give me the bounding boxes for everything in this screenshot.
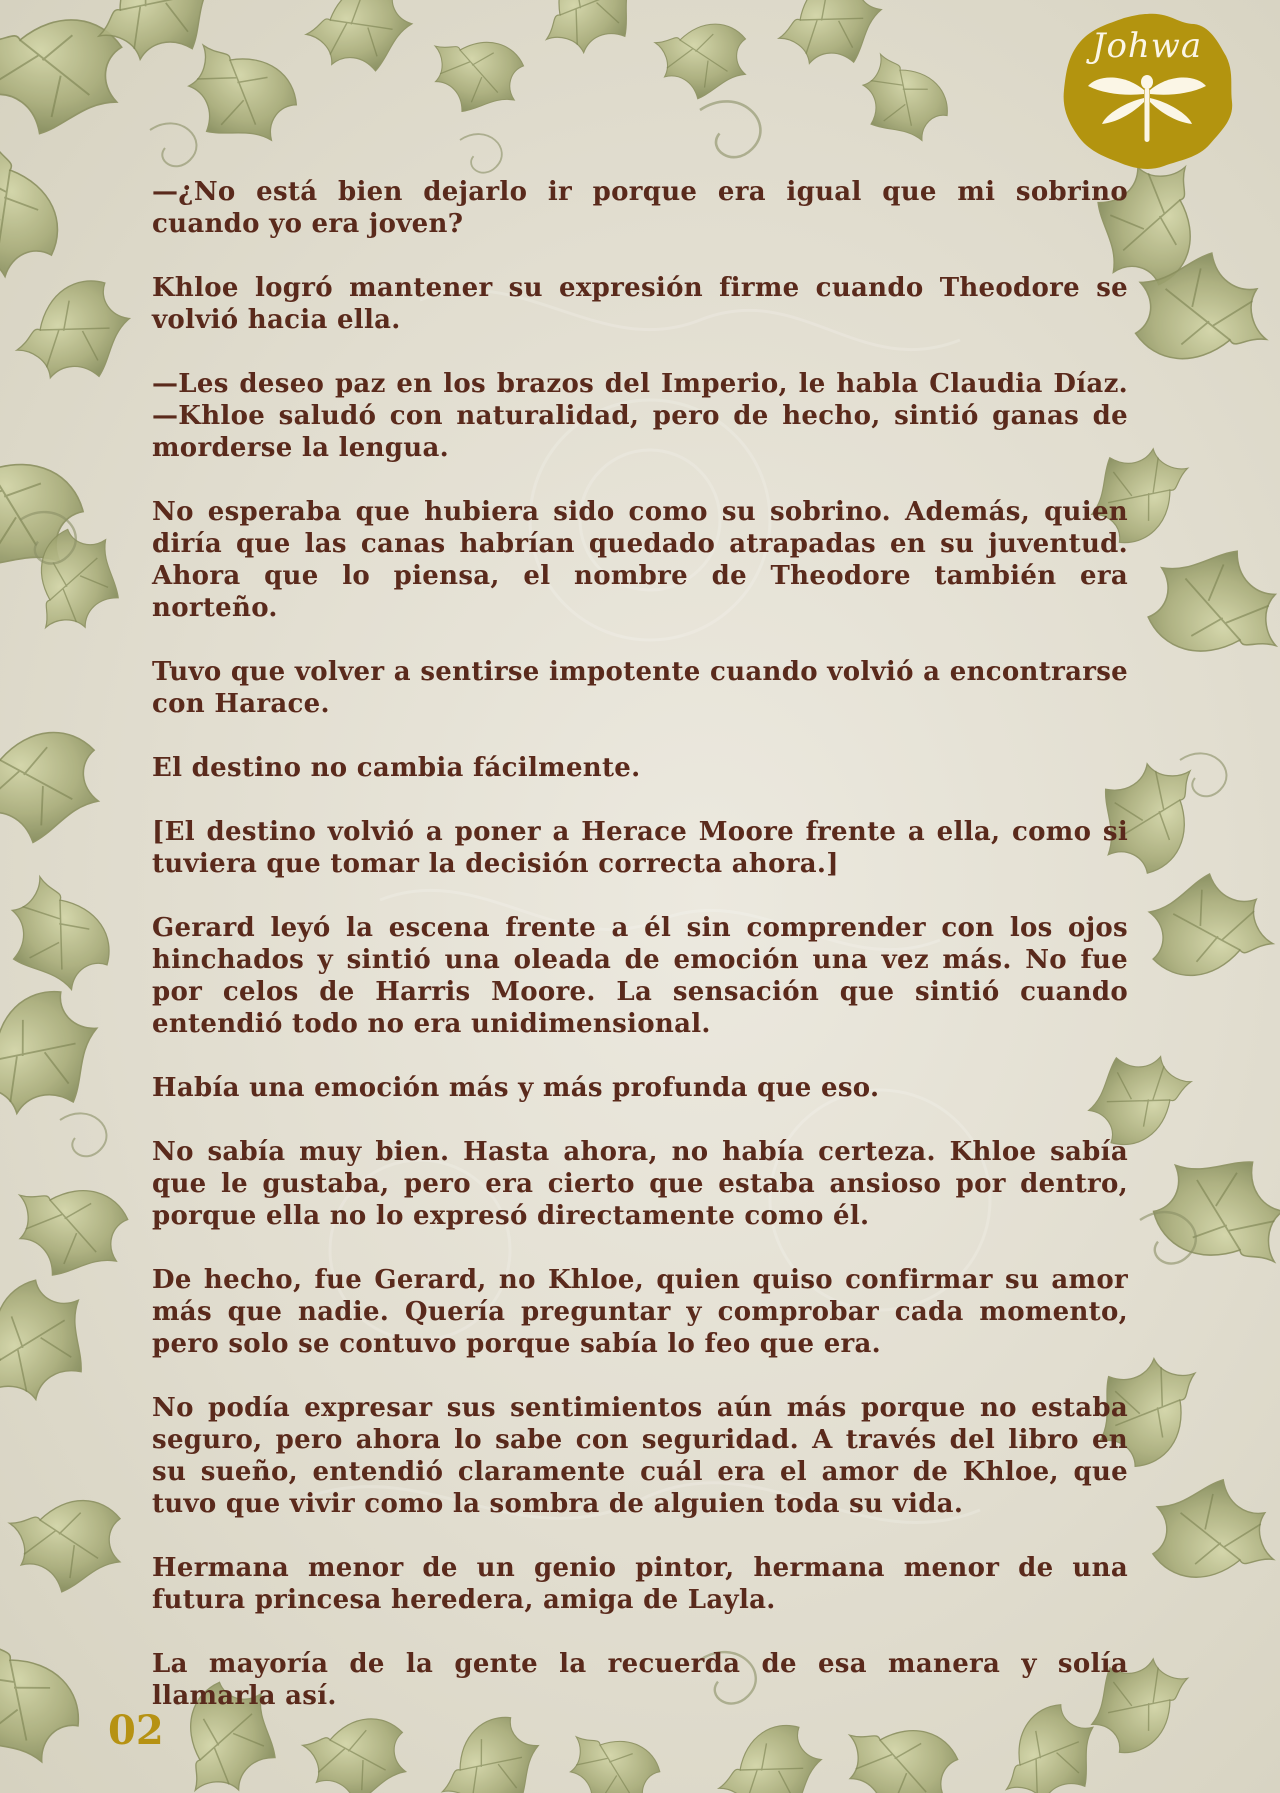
page-number: 02	[108, 1707, 164, 1754]
paragraph: Había una emoción más y más profunda que eso.	[152, 1073, 880, 1103]
johwa-logo	[1060, 10, 1234, 172]
paragraph: —¿No está bien dejarlo ir porque era igual que mi sobrino cuando yo era joven?	[152, 177, 1128, 239]
paragraph: No esperaba que hubiera sido como su sobrino. Además, quien diría que las canas habrían quedado atrapadas en su juventud. Ahora que lo piensa, el nombre de Theodore también era norteño.	[152, 497, 1128, 623]
paragraph: Tuvo que volver a sentirse impotente cuando volvió a encontrarse con Harace.	[152, 657, 1128, 719]
paragraph: Gerard leyó la escena frente a él sin comprender con los ojos hinchados y sintió una oleada de emoción una vez más. No fue por celos de Harris Moore. La sensación que sintió cuando entendió todo no era unidimensional.	[152, 913, 1128, 1039]
story-text	[152, 176, 1128, 1744]
paragraph: El destino no cambia fácilmente.	[152, 753, 641, 783]
paragraph: Hermana menor de un genio pintor, hermana menor de una futura princesa heredera, amiga de Layla.	[152, 1553, 1128, 1615]
logo-text: Johwa	[1091, 26, 1203, 66]
paragraph: [El destino volvió a poner a Herace Moore frente a ella, como si tuviera que tomar la decisión correcta ahora.]	[152, 817, 1128, 879]
paragraph: No podía expresar sus sentimientos aún más porque no estaba seguro, pero ahora lo sabe con seguridad. A través del libro en su sueño, entendió claramente cuál era el amor de Khloe, que tuvo que vivir como la sombra de alguien toda su vida.	[152, 1393, 1128, 1519]
paragraph: De hecho, fue Gerard, no Khloe, quien quiso confirmar su amor más que nadie. Quería preguntar y comprobar cada momento, pero solo se contuvo porque sabía lo feo que era.	[152, 1265, 1128, 1359]
paragraph: —Les deseo paz en los brazos del Imperio, le habla Claudia Díaz. —Khloe saludó con naturalidad, pero de hecho, sintió ganas de morderse la lengua.	[152, 369, 1128, 463]
paragraph: Khloe logró mantener su expresión firme cuando Theodore se volvió hacia ella.	[152, 273, 1128, 335]
paragraph: No sabía muy bien. Hasta ahora, no había certeza. Khloe sabía que le gustaba, pero era cierto que estaba ansioso por dentro, porque ella no lo expresó directamente como él.	[152, 1137, 1128, 1231]
paragraph: La mayoría de la gente la recuerda de esa manera y solía llamarla así.	[152, 1649, 1128, 1711]
